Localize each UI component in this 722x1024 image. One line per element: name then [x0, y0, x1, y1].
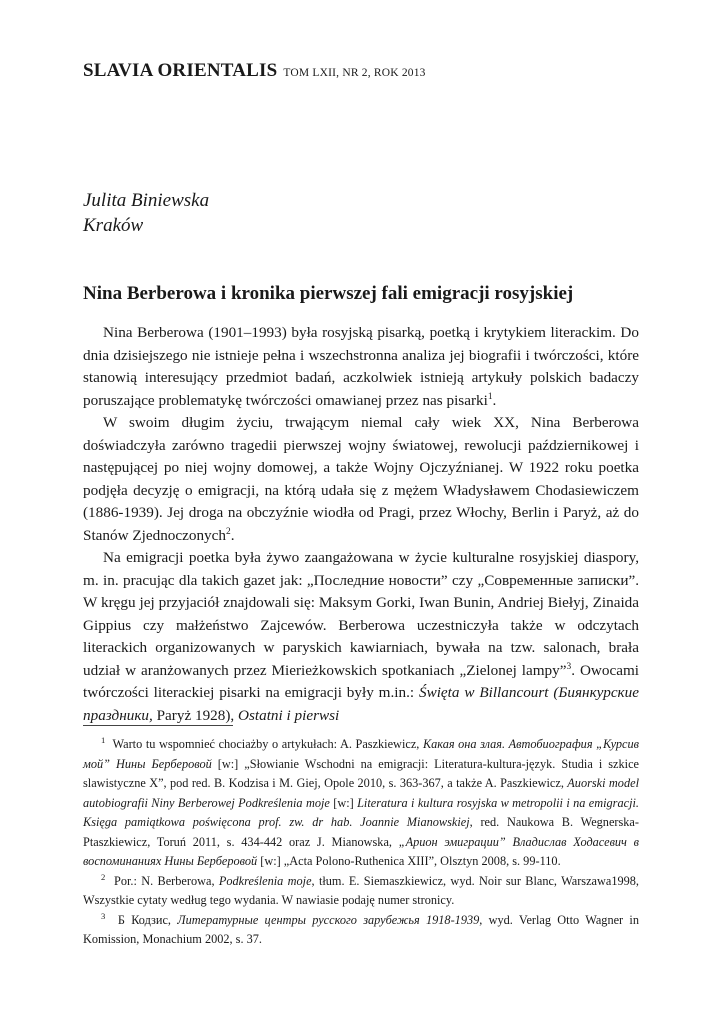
issue-info: TOM LXII, NR 2, ROK 2013	[283, 67, 426, 79]
paragraph-1: Nina Berberowa (1901–1993) była rosyjską pisarką, poetką i krytykiem literackim. Do dnia dzisiejszego nie istnieje pełna i wszechstronna analiza jej biografii i twórczości, które stanowią interesujący przedmiot badań, aczkolwiek istnieją artykuły polskich badaczy poruszające problematykę twórczości omawianej przez nas pisarki$^1$.	[83, 324, 639, 409]
footnote-2: $^2$ Por.: N. Berberowa, Podkreślenia moje, tłum. E. Siemaszkiewicz, wyd. Noir sur Blanc, Warszawa1998, Wszystkie cytaty według tego wydania. W nawiasie podaję numer stronicy.	[83, 871, 640, 907]
footnote-number: 3	[101, 910, 106, 921]
footnote-ref-1[interactable]: 1	[487, 391, 493, 402]
article-title: Nina Berberowa i kronika pierwszej fali emigracji rosyjskiej	[83, 283, 574, 304]
article-body	[83, 322, 639, 727]
footnote-3: $^3$ Б Кодзис, Литературные центры русского зарубежья 1918-1939, wyd. Verlag Otto Wagner in Komission, Monachium 2002, s. 37.	[83, 910, 639, 946]
paragraph-3: Na emigracji poetka była żywo zaangażowana w życie kulturalne rosyjskiej diaspory, m. in. pracując dla takich gazet jak: „Последние новости” czy „Современные записки”. W kręgu jej przyjaciół znajdowali się: Maksym Gorki, Iwan Bunin, Andriej Biełyj, Zinaida Gippius czy małżeństwo Zajcewów. Berberowa uczestniczyła także w odczytach literackich organizowanych w paryskich kawiarniach, bywała na tzw. salonach, brała udział w aranżowanych przez Mierieżkowskich spotkaniach „Zielonej lampy”$^3$. Owocami twórczości literackiej pisarki na emigracji były m.in.: Święta w Billancourt (Биянкурские праздники, Paryż 1928), Ostatni i pierwsi	[83, 549, 639, 724]
work-title: Ostatni i pierwsi	[238, 706, 340, 724]
journal-name: SLAVIA ORIENTALIS	[83, 60, 278, 81]
footnotes	[83, 735, 639, 950]
footnote-ref-2[interactable]: 2	[225, 526, 231, 537]
footnote-number: 1	[101, 734, 106, 745]
author-block	[83, 188, 209, 238]
paragraph-2: W swoim długim życiu, trwającym niemal cały wiek XX, Nina Berberowa doświadczyła zarówno tragedii pierwszej wojny światowej, rewolucji październikowej i następującej po niej wojny domowej, a także Wojny Ojczyźnianej. W 1922 roku poetka podjęła decyzję o emigracji, na którą udała się z mężem Władysławem Chodasiewiczem (1886-1939). Jej droga na obczyźnie wiodła od Pragi, przez Włochy, Berlin i Paryż, aż do Stanów Zjednoczonych$^2$.	[83, 414, 639, 544]
footnote-number: 2	[101, 871, 106, 882]
footnote-1: $^1$ Warto tu wspomnieć chociażby o artykułach: A. Paszkiewicz, Какая она злая. Автобиография „Курсив мой” Нины Берберовой [w:] „Słowianie Wschodni na emigracji: Literatura-kultura-język. Studia i szkice slawistyczne X”, pod red. B. Kodzisa i M. Giej, Opole 2010, s. 363-367, a także A. Paszkiewicz, Auorski model autobiografii Niny Berberowej Podkreślenia moje [w:] Literatura i kultura rosyjska w metropolii i na emigracji. Księga pamiątkowa poświęcona prof. zw. dr hab. Joannie Mianowskiej, red. Naukowa B. Wegnerska-Ptaszkiewicz, Toruń 2011, s. 434-442 oraz J. Mianowska, „Арион эмиграции” Владислав Ходасевич в воспоминаниях Нины Берберовой [w:] „Acta Polono-Ruthenica XIII”, Olsztyn 2008, s. 99-110.	[83, 734, 639, 868]
footnote-divider	[83, 725, 233, 726]
author-name: Julita Biniewska	[83, 190, 210, 211]
work-title: Święta w Billancourt (Биянкурские праздники,	[83, 684, 639, 724]
author-city: Kraków	[83, 215, 144, 236]
running-header	[83, 60, 426, 82]
footnote-ref-3[interactable]: 3	[566, 661, 572, 672]
